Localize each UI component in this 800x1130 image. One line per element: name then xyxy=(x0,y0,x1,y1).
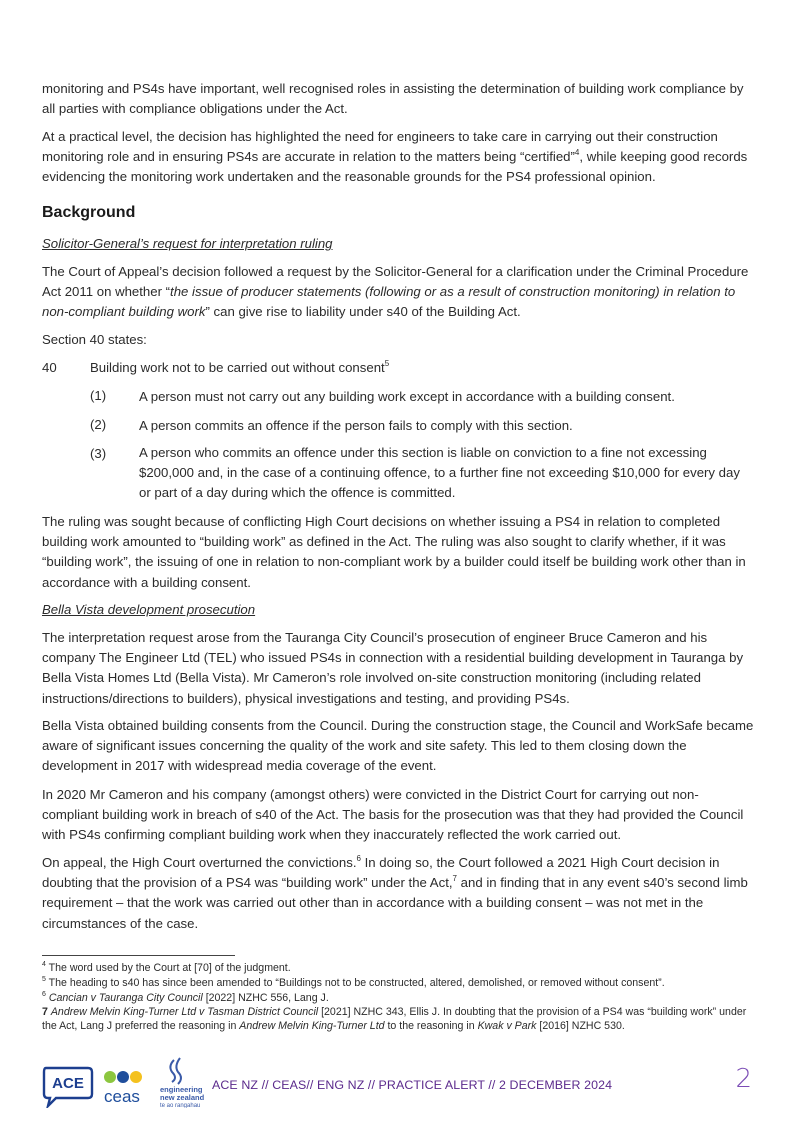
section-item-text: A person commits an offence if the person fails to comply with this section. xyxy=(139,418,573,433)
page-number: 2 xyxy=(735,1064,752,1094)
engnz-logo xyxy=(160,1056,206,1108)
engnz-logo-text: te ao rangahau xyxy=(160,1103,201,1108)
footnote-number: 5 xyxy=(42,976,46,984)
intro-paragraph-2 xyxy=(42,127,754,188)
footnote-case-name: Andrew Melvin King-Turner Ltd xyxy=(239,1019,385,1032)
intro-p2-text-b: , while keeping good records evidencing the monitoring work undertaken and the reasonable grounds for the PS4 professional opinion. xyxy=(42,149,748,185)
footer-text: ACE NZ // CEAS// ENG NZ // PRACTICE ALERT // 2 DECEMBER 2024 xyxy=(212,1078,613,1092)
background-paragraph-7 xyxy=(42,853,754,934)
footnote-6 xyxy=(42,992,754,1006)
background-paragraph-4: The interpretation request arose from the Tauranga City Council’s prosecution of engineer Bruce Cameron and his company The Engineer Ltd (TEL) who issued PS4s in connection with a residential building development in Tauranga by Bella Vista Homes Ltd (Bella Vista). Mr Cameron’s role involved on-site construction monitoring (including related instructions/directions to builders), physical investigations and testing, and providing PS4s. xyxy=(42,630,744,706)
footnote-number: 4 xyxy=(42,961,46,969)
footnote-text: [2022] NZHC 556, Lang J. xyxy=(202,992,329,1004)
section-item-number: (3) xyxy=(90,446,107,461)
background-paragraph-1 xyxy=(42,262,754,323)
footnote-number: 7 xyxy=(42,1006,48,1018)
engnz-logo-text: engineering xyxy=(160,1085,203,1094)
footnote-case-name: Cancian v Tauranga City Council xyxy=(48,992,203,1004)
ace-logo xyxy=(42,1064,94,1108)
ace-logo-text: ACE xyxy=(52,1075,84,1092)
footnote-7 xyxy=(42,1006,754,1033)
section-item-text: A person must not carry out any building work except in accordance with a building consent. xyxy=(139,389,675,404)
section-item-number: (1) xyxy=(90,388,107,403)
bg-p1-text-a: The Court of Appeal’s decision followed a request by the Solicitor-General for a clarification under the Criminal Procedure Act 2011 on whether “ xyxy=(42,264,749,300)
footnote-text: to the reasoning in xyxy=(384,1019,478,1032)
ceas-logo-text: ceas xyxy=(104,1087,140,1106)
section-item-number: (2) xyxy=(90,417,107,432)
bg-p1-text-b: ” can give rise to liability under s40 of the Building Act. xyxy=(205,304,521,320)
background-paragraph-6: In 2020 Mr Cameron and his company (amongst others) were convicted in the District Court for carrying out non-compliant building work in breach of s40 of the Act. The basis for the prosecution was that they had provided the Council with PS4s confirming compliant building work when they inaccurately reflected the work carried out. xyxy=(42,787,744,843)
footnote-5 xyxy=(42,977,754,991)
footnote-text: [2021] NZHC 343, Ellis J. In doubting that the provision of a PS4 was “building work” under the Act, Lang J preferred the reasoning in xyxy=(42,1006,747,1032)
ceas-logo xyxy=(102,1068,152,1108)
footnote-divider xyxy=(42,955,235,956)
footnote-ref-7[interactable]: 7 xyxy=(452,873,457,883)
footnote-text: The word used by the Court at [70] of the judgment. xyxy=(45,962,291,974)
footnote-text: [2016] NZHC 530. xyxy=(536,1019,625,1032)
footnote-ref-4[interactable]: 4 xyxy=(574,147,580,157)
section-item-text: A person who commits an offence under this section is liable on conviction to a fine not excessing $200,000 and, in the case of a continuing offence, to a further fine not exceeding $10,000 for every day or part of a day during which the offence is committed. xyxy=(139,445,740,501)
section-number: 40 xyxy=(42,360,57,375)
intro-paragraph-1 xyxy=(42,79,754,119)
footnote-text: The heading to s40 has since been amended to “Buildings not to be constructed, altered, demolished, or removed without consent”. xyxy=(45,977,665,989)
footnote-ref-6[interactable]: 6 xyxy=(356,853,361,863)
background-paragraph-5: Bella Vista obtained building consents from the Council. During the construction stage, the Council and WorkSafe became aware of significant issues concerning the quality of the work and site safety. This led to them closing down the development in 2017 with widespread media coverage of the event. xyxy=(42,718,754,774)
footnote-case-name: Kwak v Park xyxy=(477,1019,537,1032)
footnote-case-name: Andrew Melvin King-Turner Ltd v Tasman District Council xyxy=(50,1006,319,1018)
background-paragraph-3: The ruling was sought because of conflicting High Court decisions on whether issuing a PS4 in relation to completed building work amounted to “building work” as defined in the Act. The ruling was also sought to clarify whether, if it was “building work”, the issuing of one in relation to non-compliant work by a builder could itself be building work other than in accordance with a building consent. xyxy=(42,514,746,590)
intro-p1-text: monitoring and PS4s have important, well recognised roles in assisting the determination of building work compliance by all parties with compliance obligations under the Act. xyxy=(42,81,744,117)
subheading-bella-vista: Bella Vista development prosecution xyxy=(42,602,256,617)
section-title xyxy=(90,360,389,375)
subheading-solicitor-general: Solicitor-General’s request for interpretation ruling xyxy=(42,236,333,251)
bg-p1-italic: the issue of producer statements (following or as a result of construction monitoring) in relation to non-compliant building work xyxy=(42,284,736,320)
bg-p7-text-a: On appeal, the High Court overturned the convictions. xyxy=(42,855,357,870)
footnote-ref-5[interactable]: 5 xyxy=(384,358,390,368)
background-heading: Background xyxy=(42,204,136,221)
intro-p2-text-a: At a practical level, the decision has highlighted the need for engineers to take care in carrying out their construction monitoring role and in ensuring PS4s are accurate in relation to the matters being “certified” xyxy=(42,129,718,165)
page-footer xyxy=(42,1052,754,1112)
bg-p7-text-b: In doing so, the Court followed a 2021 High Court decision in doubting that the provision of a PS4 was “building work” under the Act, xyxy=(42,855,720,891)
engnz-logo-text: new zealand xyxy=(160,1093,205,1102)
section-title-text: Building work not to be carried out without consent xyxy=(90,360,385,375)
footnote-4 xyxy=(42,962,754,976)
background-paragraph-2: Section 40 states: xyxy=(42,332,147,347)
footnote-number: 6 xyxy=(42,991,46,999)
section-40-block xyxy=(42,360,754,510)
bg-p7-text-c: and in finding that in any event s40’s second limb requirement – that the work was carried out other than in accordance with a building consent – was not met in the circumstances of the case. xyxy=(42,875,748,931)
